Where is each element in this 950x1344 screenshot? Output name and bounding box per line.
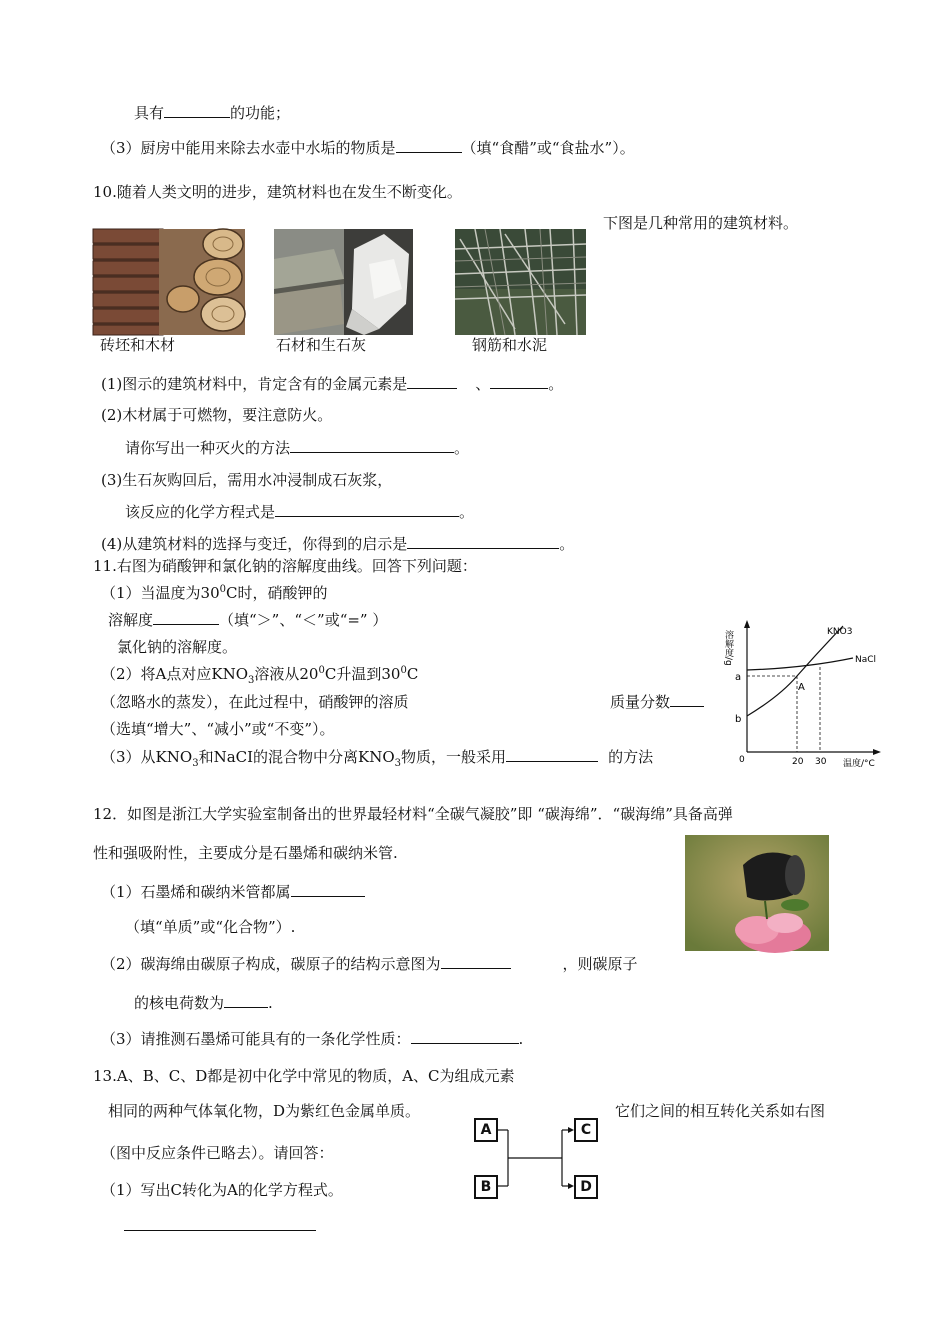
text: 溶液从20 [254, 665, 319, 683]
text-line [101, 374, 563, 394]
text-line: 相同的两种气体氧化物，D为紫红色金属单质。 [108, 1102, 421, 1120]
text: 物质，一般采用 [401, 748, 507, 766]
text-line [125, 502, 474, 522]
text: . [268, 994, 273, 1012]
answer-blank[interactable] [290, 438, 454, 453]
relation-diagram [474, 1118, 600, 1200]
text: ，则碳原子 [562, 955, 638, 973]
text: 、 [475, 375, 491, 393]
rebar-cement-photo [455, 229, 586, 335]
carbon-sponge-photo [685, 835, 829, 951]
text: 。 [559, 535, 575, 553]
question-11-title: 11.右图为硝酸钾和氯化钠的溶解度曲线。回答下列问题： [93, 557, 477, 575]
answer-blank[interactable] [490, 374, 548, 389]
answer-blank[interactable] [164, 103, 230, 118]
text-line: (2)木材属于可燃物，要注意防火。 [101, 406, 333, 424]
text: . [518, 1030, 524, 1048]
text: （1）当温度为30 [101, 584, 220, 602]
text: (1)图示的建筑材料中，肯定含有的金属元素是 [101, 375, 408, 393]
text: 。 [459, 503, 475, 521]
series-label-kno3: KNO3 [827, 627, 853, 637]
text: 3 [248, 675, 255, 686]
text: （3）厨房中能用来除去水壶中水垢的物质是 [101, 139, 396, 157]
text-line [610, 692, 704, 712]
bricks-wood-photo [93, 229, 245, 335]
text: 。 [454, 439, 470, 457]
caption-stone-lime: 石材和生石灰 [276, 336, 367, 354]
y-tick-label: a [735, 672, 742, 683]
text: 的功能； [230, 104, 291, 122]
text: 的核电荷数为 [134, 994, 225, 1012]
text-line: 性和强吸附性，主要成分是石墨烯和碳纳米管. [93, 844, 398, 862]
text-line [134, 103, 290, 123]
y-axis-arrow [744, 620, 750, 628]
answer-blank[interactable] [506, 747, 598, 762]
text: （2）将A点对应KNO [101, 665, 249, 683]
text: （3）从KNO [101, 748, 193, 766]
text: 的方法 [608, 748, 654, 766]
kno3-curve [747, 626, 843, 716]
text: （1）石墨烯和碳纳米管都属 [101, 883, 291, 901]
text: （填“＞”、“＜”或“=” ） [219, 611, 388, 629]
answer-blank[interactable] [396, 138, 462, 153]
text: 溶解度 [108, 611, 154, 629]
answer-line[interactable] [124, 1230, 316, 1231]
answer-blank[interactable] [224, 993, 268, 1008]
text: 质量分数 [610, 693, 671, 711]
text-line [101, 534, 574, 554]
text-line: （填“单质”或“化合物”）. [125, 918, 296, 936]
text-line [101, 1029, 523, 1049]
y-axis-label: 溶解度/g [723, 630, 733, 666]
text: C时，硝酸钾的 [226, 584, 328, 602]
x-tick-label: 20 [792, 757, 804, 767]
text-line: （忽略水的蒸发），在此过程中，硝酸钾的溶质 [101, 693, 409, 711]
x-tick-label: 0 [739, 755, 745, 765]
answer-blank[interactable] [670, 692, 704, 707]
text: C [406, 665, 419, 683]
question-13-title: 13.A、B、C、D都是初中化学中常见的物质，A、C为组成元素 [93, 1067, 515, 1085]
x-axis-arrow [873, 749, 881, 755]
text-line: （选填“增大”、“减小”或“不变”）。 [101, 720, 335, 738]
text: C升温到30 [324, 665, 401, 683]
stone-lime-photo [274, 229, 413, 335]
node-c: C [574, 1118, 598, 1142]
text-line [101, 583, 328, 603]
node-d: D [574, 1175, 598, 1199]
caption-bricks-wood: 砖坯和木材 [100, 336, 176, 354]
node-b: B [474, 1175, 498, 1199]
text-line [101, 882, 365, 902]
text-line: （图中反应条件已略去）。请回答： [101, 1144, 334, 1162]
answer-blank[interactable] [153, 610, 219, 625]
solubility-chart [725, 612, 885, 770]
text: 和NaCI的混合物中分离KNO [198, 748, 395, 766]
text-line [101, 954, 638, 974]
text-line [125, 438, 469, 458]
point-a-label: A [798, 682, 805, 693]
x-axis-label: 温度/°C [843, 759, 875, 769]
text-line [101, 138, 635, 158]
answer-blank[interactable] [291, 882, 365, 897]
text: （2）碳海绵由碳原子构成，碳原子的结构示意图为 [101, 955, 441, 973]
text: 0 [400, 665, 407, 676]
x-tick-label: 30 [815, 757, 827, 767]
series-label-nacl: NaCl [855, 655, 877, 665]
text: 3 [192, 758, 199, 769]
answer-blank[interactable] [407, 534, 559, 549]
text-line [108, 610, 387, 630]
text-line [134, 993, 273, 1013]
nacl-curve [747, 658, 853, 670]
text-line [101, 664, 418, 684]
text: （3）请推测石墨烯可能具有的一条化学性质： [101, 1030, 411, 1048]
text: (4)从建筑材料的选择与变迁，你得到的启示是 [101, 535, 408, 553]
question-10-right-text: 下图是几种常用的建筑材料。 [603, 214, 799, 232]
y-tick-label: b [735, 714, 742, 725]
text-line: （1）写出C转化为A的化学方程式。 [101, 1181, 343, 1199]
text: 具有 [134, 104, 165, 122]
text: 请你写出一种灭火的方法 [125, 439, 291, 457]
text: 。 [548, 375, 564, 393]
text: 3 [394, 758, 402, 769]
text-line: 它们之间的相互转化关系如右图 [615, 1102, 826, 1120]
answer-blank[interactable] [441, 954, 511, 969]
text-line [101, 747, 653, 767]
question-12-title: 12．如图是浙江大学实验室制备出的世界最轻材料“全碳气凝胶”即 “碳海绵”．“碳海绵”具备高弹 [93, 805, 733, 823]
question-10-title: 10.随着人类文明的进步，建筑材料也在发生不断变化。 [93, 183, 462, 201]
node-a: A [474, 1118, 498, 1142]
caption-rebar-cement: 钢筋和水泥 [472, 336, 548, 354]
text: 该反应的化学方程式是 [125, 503, 276, 521]
text: 0 [318, 665, 325, 676]
text: 0 [219, 584, 227, 595]
text-line: 氯化钠的溶解度。 [117, 638, 238, 656]
text-line: (3)生石灰购回后，需用水冲浸制成石灰浆， [101, 471, 393, 489]
answer-blank[interactable] [275, 502, 459, 517]
answer-blank[interactable] [411, 1029, 519, 1044]
text: （填“食醋”或“食盐水”）。 [461, 139, 635, 157]
answer-blank[interactable] [407, 374, 457, 389]
